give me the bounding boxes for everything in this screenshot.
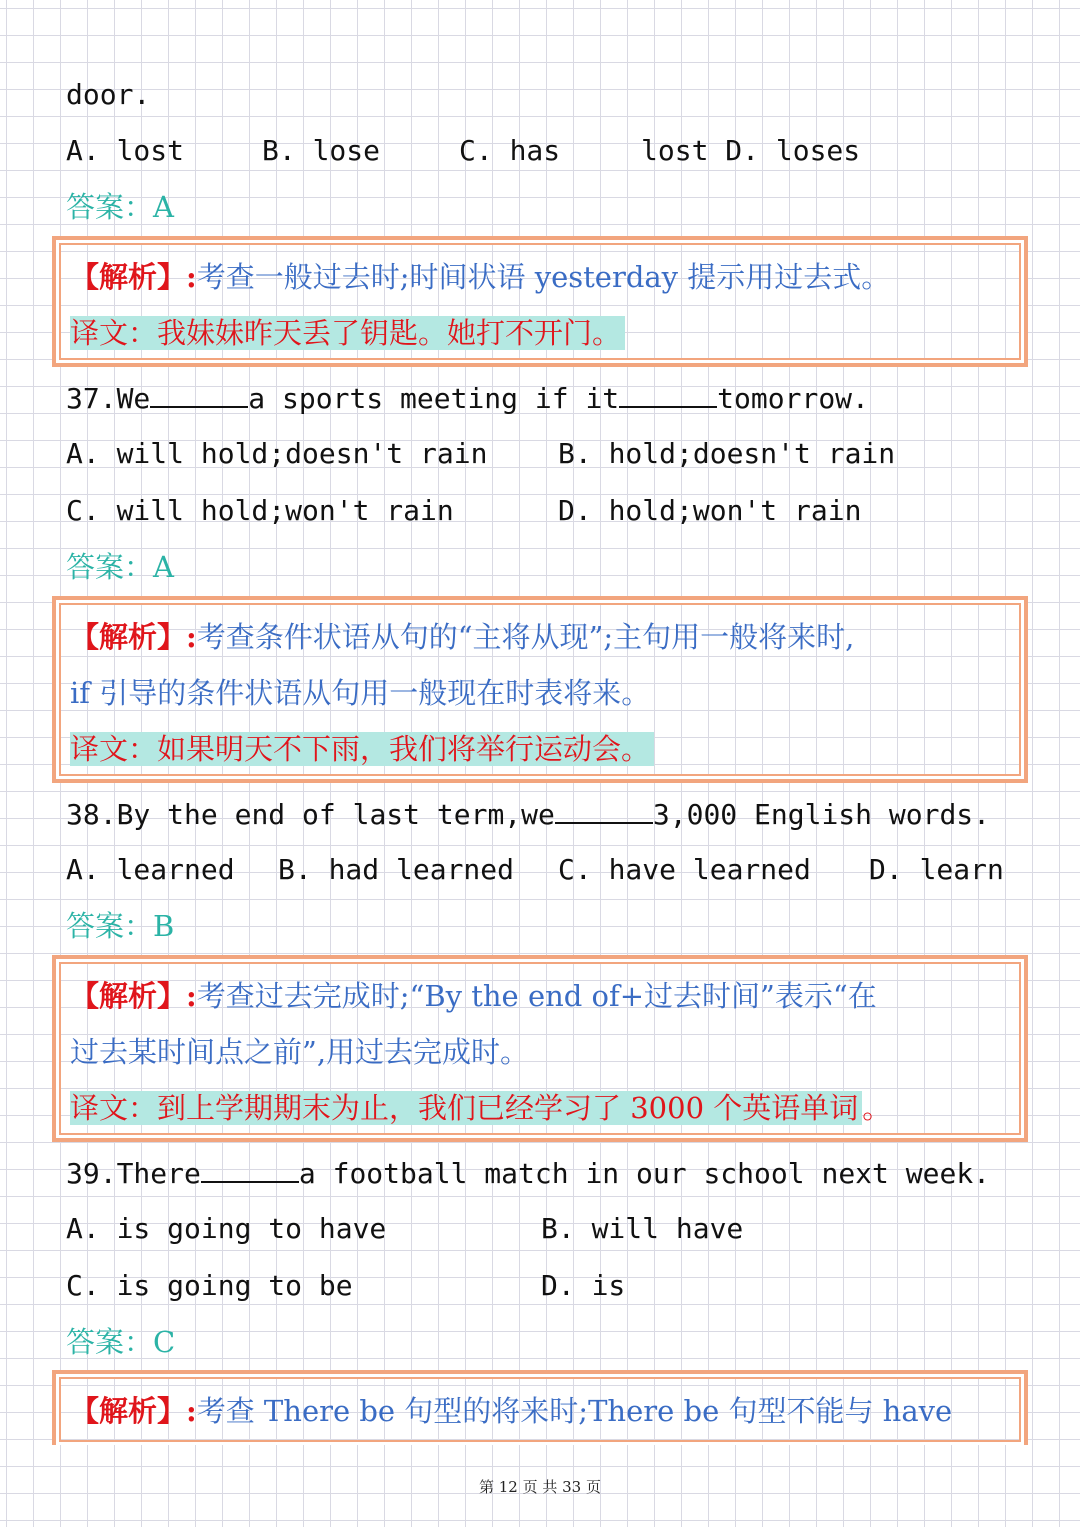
q37-stem <box>66 378 869 418</box>
q36-analysis-box <box>52 236 1028 367</box>
q36-option-d: lost D. loses <box>641 134 861 167</box>
answer-blank <box>201 1153 299 1183</box>
q36-answer: 答案：A <box>66 190 174 224</box>
q38-translation-end: 。 <box>862 1091 892 1125</box>
q36-option-b: B. lose <box>262 134 381 167</box>
q38-number: 38. <box>66 798 117 831</box>
analysis-tag: 【解析】: <box>70 260 197 294</box>
q39-number: 39. <box>66 1157 117 1190</box>
q38-translation-line <box>70 1086 891 1130</box>
q37-analysis-line-1 <box>70 615 854 659</box>
q37-option-c: C. will hold;won't rain <box>66 494 454 527</box>
q38-option-d: D. learn <box>869 853 1004 886</box>
q39-option-d: D. is <box>541 1269 626 1302</box>
q36-translation-line <box>70 311 625 355</box>
q37-analysis-text-1: 考查条件状语从句的“主将从现”;主句用一般将来时, <box>196 620 855 654</box>
q39-stem-b: a football match in our school next week. <box>298 1157 991 1190</box>
q38-stem-b: 3,000 English words. <box>652 798 991 831</box>
q36-stem-tail: door. <box>66 78 151 111</box>
answer-blank <box>555 794 653 824</box>
q39-analysis-line-1 <box>70 1389 952 1433</box>
q39-option-c: C. is going to be <box>66 1269 353 1302</box>
q38-option-a: A. learned <box>66 853 235 886</box>
q37-analysis-box <box>52 596 1028 783</box>
answer-blank <box>150 378 248 408</box>
q37-option-d: D. hold;won't rain <box>558 494 862 527</box>
q36-analysis-line <box>70 255 890 299</box>
q39-stem <box>66 1153 990 1193</box>
q38-stem <box>66 794 990 834</box>
q39-analysis-text: 考查 There be 句型的将来时;There be 句型不能与 have <box>196 1394 953 1428</box>
q37-stem-a: We <box>116 382 151 415</box>
q38-analysis-text-2: 过去某时间点之前”,用过去完成时。 <box>70 1035 530 1069</box>
q38-answer: 答案：B <box>66 909 175 943</box>
q38-option-c: C. have learned <box>558 853 811 886</box>
q37-translation: 译文：如果明天不下雨，我们将举行运动会。 <box>70 732 654 766</box>
q39-option-b: B. will have <box>541 1212 744 1245</box>
q38-stem-a: By the end of last term,we <box>116 798 555 831</box>
q39-option-a: A. is going to have <box>66 1212 387 1245</box>
q37-stem-b: a sports meeting if it <box>248 382 620 415</box>
q37-analysis-text-2: if 引导的条件状语从句用一般现在时表将来。 <box>70 676 651 710</box>
q39-analysis-box <box>52 1370 1028 1445</box>
analysis-tag: 【解析】: <box>70 1394 197 1428</box>
q38-analysis-box <box>52 955 1028 1142</box>
q38-option-b: B. had learned <box>278 853 515 886</box>
analysis-tag: 【解析】: <box>70 620 197 654</box>
q37-option-a: A. will hold;doesn't rain <box>66 437 488 470</box>
q37-stem-c: tomorrow. <box>717 382 869 415</box>
q37-answer: 答案：A <box>66 550 174 584</box>
q36-option-c: C. has <box>459 134 561 167</box>
q39-stem-a: There <box>116 1157 201 1190</box>
q36-analysis-text: 考查一般过去时;时间状语 yesterday 提示用过去式。 <box>196 260 891 294</box>
q38-analysis-line-1 <box>70 974 877 1018</box>
q37-number: 37. <box>66 382 117 415</box>
q36-option-a: A. lost <box>66 134 185 167</box>
q37-option-b: B. hold;doesn't rain <box>558 437 896 470</box>
q37-translation-line <box>70 727 654 771</box>
page-footer: 第 12 页 共 33 页 <box>478 1478 601 1496</box>
q38-analysis-text-1: 考查过去完成时;“By the end of+过去时间”表示“在 <box>196 979 877 1013</box>
answer-blank <box>619 378 717 408</box>
q36-translation: 译文：我妹妹昨天丢了钥匙。她打不开门。 <box>70 316 625 350</box>
q39-answer: 答案：C <box>66 1325 176 1359</box>
q38-translation: 译文：到上学期期末为止，我们已经学习了 3000 个英语单词 <box>70 1091 862 1125</box>
analysis-tag: 【解析】: <box>70 979 197 1013</box>
